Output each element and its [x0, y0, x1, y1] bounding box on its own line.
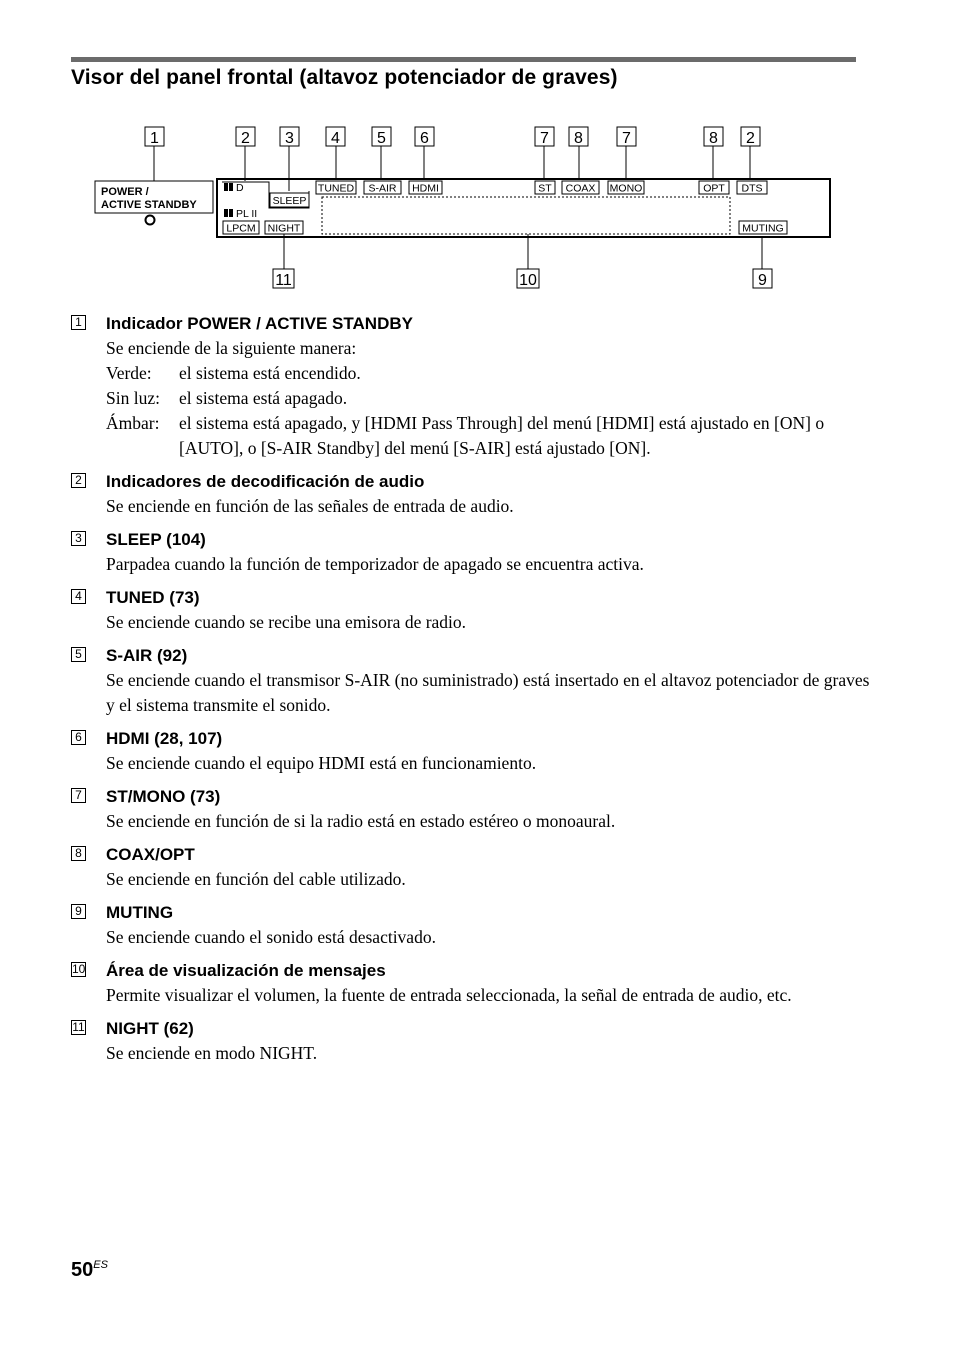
callout-label: 1 [150, 130, 159, 147]
callout-label: 10 [519, 272, 537, 289]
item-heading: Área de visualización de mensajes [106, 961, 386, 980]
indicator-sair: S-AIR [368, 182, 397, 195]
indicator-opt: OPT [703, 182, 725, 195]
item-heading: ST/MONO (73) [106, 787, 221, 806]
state-row [106, 411, 871, 461]
item-description: Parpadea cuando la función de temporizador de apagado se encuentra activa. [106, 554, 644, 574]
item-heading: COAX/OPT [106, 845, 195, 864]
item-description: Permite visualizar el volumen, la fuente de entrada seleccionada, la señal de entrada de audio, etc. [106, 985, 792, 1005]
list-item [71, 901, 871, 950]
state-label: Sin luz: [106, 388, 160, 408]
callout-label: 7 [540, 130, 549, 147]
item-heading: Indicador POWER / ACTIVE STANDBY [106, 314, 413, 333]
callout-label: 6 [420, 130, 429, 147]
callout-label: 9 [758, 272, 767, 289]
power-label: POWER / [101, 186, 149, 198]
item-heading: Indicadores de decodificación de audio [106, 472, 425, 491]
state-label: Ámbar: [106, 413, 160, 433]
indicator-dts: DTS [741, 182, 763, 195]
item-description: Se enciende cuando el equipo HDMI está en funcionamiento. [106, 753, 537, 773]
indicator-lpcm: LPCM [226, 222, 256, 235]
item-heading: TUNED (73) [106, 588, 200, 607]
callout-label: 5 [377, 130, 386, 147]
item-description: Se enciende en función del cable utilizado. [106, 869, 406, 889]
item-number: 4 [71, 589, 86, 604]
item-heading: MUTING [106, 903, 174, 922]
list-item [71, 528, 871, 577]
callout-label: 11 [275, 272, 292, 289]
callout-label: 8 [709, 130, 718, 147]
item-number: 2 [71, 473, 86, 488]
state-value: el sistema está apagado. [179, 388, 348, 408]
item-number: 8 [71, 846, 86, 861]
dolby-icon [224, 209, 228, 217]
indicator-night: NIGHT [267, 222, 301, 235]
item-number: 6 [71, 730, 86, 745]
list-item [71, 586, 871, 635]
list-item [71, 785, 871, 834]
item-description: Se enciende cuando se recibe una emisora de radio. [106, 612, 467, 632]
item-number: 9 [71, 904, 86, 919]
item-number: 7 [71, 788, 86, 803]
item-heading: HDMI (28, 107) [106, 729, 223, 748]
item-number: 10 [72, 962, 86, 976]
item-heading: SLEEP (104) [106, 530, 206, 549]
item-description: Se enciende en modo NIGHT. [106, 1043, 318, 1063]
list-item [71, 727, 871, 776]
indicator-sleep: SLEEP [272, 195, 307, 207]
page-number [71, 1259, 108, 1282]
callout-label: 2 [241, 130, 250, 147]
indicator-mono: MONO [609, 182, 643, 195]
page-number-value: 50 [71, 1259, 94, 1281]
indicator-dolby-pl: PL II [236, 208, 258, 220]
front-panel-diagram [0, 0, 954, 300]
power-led [146, 216, 155, 225]
indicator-tuned: TUNED [317, 182, 355, 195]
indicator-coax: COAX [565, 182, 596, 195]
state-row [106, 361, 871, 386]
state-value: el sistema está apagado, y [HDMI Pass Through] del menú [HDMI] está ajustado en [ON] o [AUTO], o [S-AIR Standby] del menú [S-AIR] está ajustado [ON]. [179, 413, 825, 458]
page-language-suffix: ES [93, 1259, 108, 1271]
list-item [71, 959, 871, 1008]
item-description: Se enciende de la siguiente manera: [106, 338, 357, 358]
indicator-st: ST [538, 182, 552, 195]
dolby-icon [224, 183, 228, 191]
item-heading: S-AIR (92) [106, 646, 188, 665]
indicator-dolby-d: D [236, 182, 244, 194]
item-description: Se enciende en función de las señales de entrada de audio. [106, 496, 514, 516]
item-description: Se enciende cuando el sonido está desactivado. [106, 927, 436, 947]
front-panel-svg [0, 0, 954, 300]
callout-label: 4 [331, 130, 340, 147]
state-row [106, 386, 871, 411]
indicator-descriptions [71, 312, 871, 1075]
page-title: Visor del panel frontal (altavoz potenciador de graves) [71, 66, 618, 89]
callout-label: 7 [622, 130, 631, 147]
list-item [71, 644, 871, 718]
state-value: el sistema está encendido. [179, 363, 361, 383]
message-area [322, 197, 730, 234]
item-number: 1 [71, 315, 86, 330]
item-number: 5 [71, 647, 86, 662]
indicator-muting: MUTING [742, 222, 784, 235]
item-number: 11 [72, 1020, 85, 1034]
state-label: Verde: [106, 363, 152, 383]
list-item [71, 470, 871, 519]
item-number: 3 [71, 531, 86, 546]
callout-label: 2 [746, 130, 755, 147]
item-description: Se enciende cuando el transmisor S-AIR (no suministrado) está insertado en el altavoz potenciador de graves y el sistema transmite el sonido. [106, 670, 870, 715]
list-item [71, 843, 871, 892]
list-item [71, 312, 871, 461]
callout-label: 3 [285, 130, 294, 147]
indicator-hdmi: HDMI [412, 182, 439, 195]
item-heading: NIGHT (62) [106, 1019, 194, 1038]
list-item [71, 1017, 871, 1066]
power-label: ACTIVE STANDBY [101, 199, 197, 211]
item-description: Se enciende en función de si la radio está en estado estéreo o monoaural. [106, 811, 616, 831]
callout-label: 8 [574, 130, 583, 147]
